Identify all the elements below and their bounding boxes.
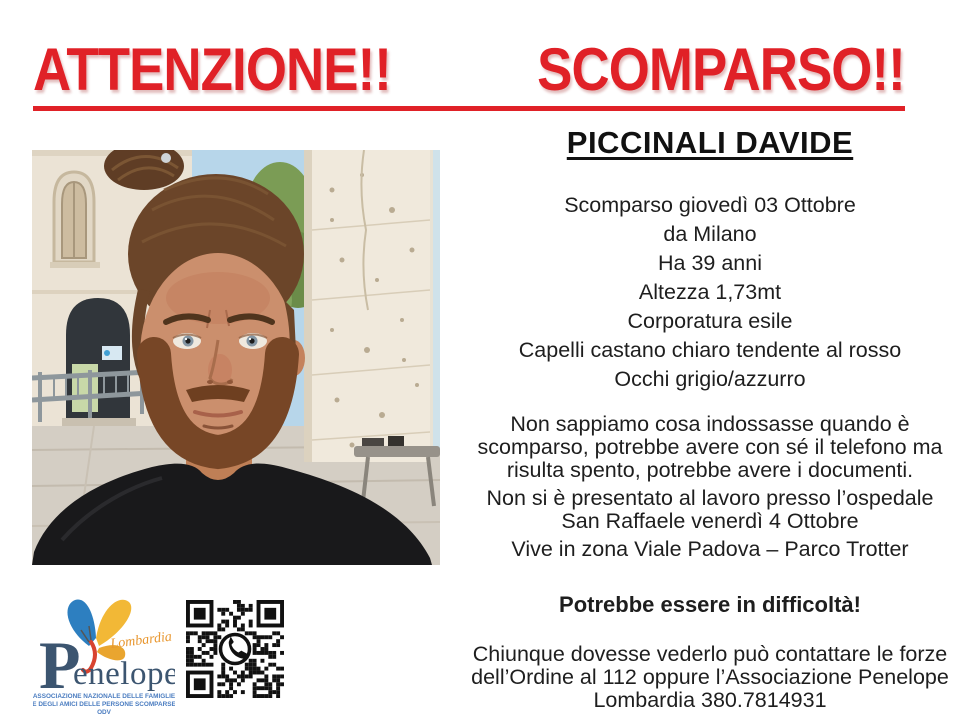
qr-code [186,600,284,698]
circumstance-paragraph: Vive in zona Viale Padova – Parco Trotter [511,537,909,561]
detail-line: Altezza 1,73mt [638,280,782,304]
penelope-logo [33,592,175,718]
info-column [470,126,950,712]
detail-line: Occhi grigio/azzurro [614,367,806,391]
circumstances [470,413,950,561]
logo-subtitle-line3: ODV [97,709,111,716]
logo-subtitle-line1: ASSOCIAZIONE NAZIONALE DELLE FAMIGLIE [33,693,175,700]
contact-instructions: Chiunque dovesse vederlo può contattare le forze dell’Ordine al 112 oppure l’Associazione Penelope Lombardia 380.7814931 [471,642,949,712]
person-name: PICCINALI DAVIDE [566,125,854,160]
logo-region: Lombardia [109,629,173,652]
photo-illustration [32,150,440,565]
missing-person-photo [32,150,440,565]
logo-initial: P [39,627,81,703]
concrete-pillar [304,150,440,462]
poster-header [33,38,905,111]
detail-line: Capelli castano chiaro tendente al rosso [518,338,902,362]
detail-line: da Milano [663,222,757,246]
missing-headline: SCOMPARSO!! [537,36,905,103]
alert-message: Potrebbe essere in difficoltà! [559,592,861,617]
attention-headline: ATTENZIONE!! [33,36,392,103]
circumstance-paragraph: Non si è presentato al lavoro presso l’ospedale San Raffaele venerdì 4 Ottobre [486,486,934,533]
detail-line: Scomparso giovedì 03 Ottobre [564,193,856,217]
circumstance-paragraph: Non sappiamo cosa indossasse quando è scomparso, potrebbe avere con sé il telefono ma risulta spento, potrebbe avere i documenti. [477,412,943,482]
detail-line: Ha 39 anni [658,251,762,275]
logo-name: enelope [73,656,175,692]
doorway [62,298,136,426]
person-details [470,194,950,391]
logo-subtitle-line2: E DEGLI AMICI DELLE PERSONE SCOMPARSE [33,701,175,708]
detail-line: Corporatura esile [627,309,793,333]
